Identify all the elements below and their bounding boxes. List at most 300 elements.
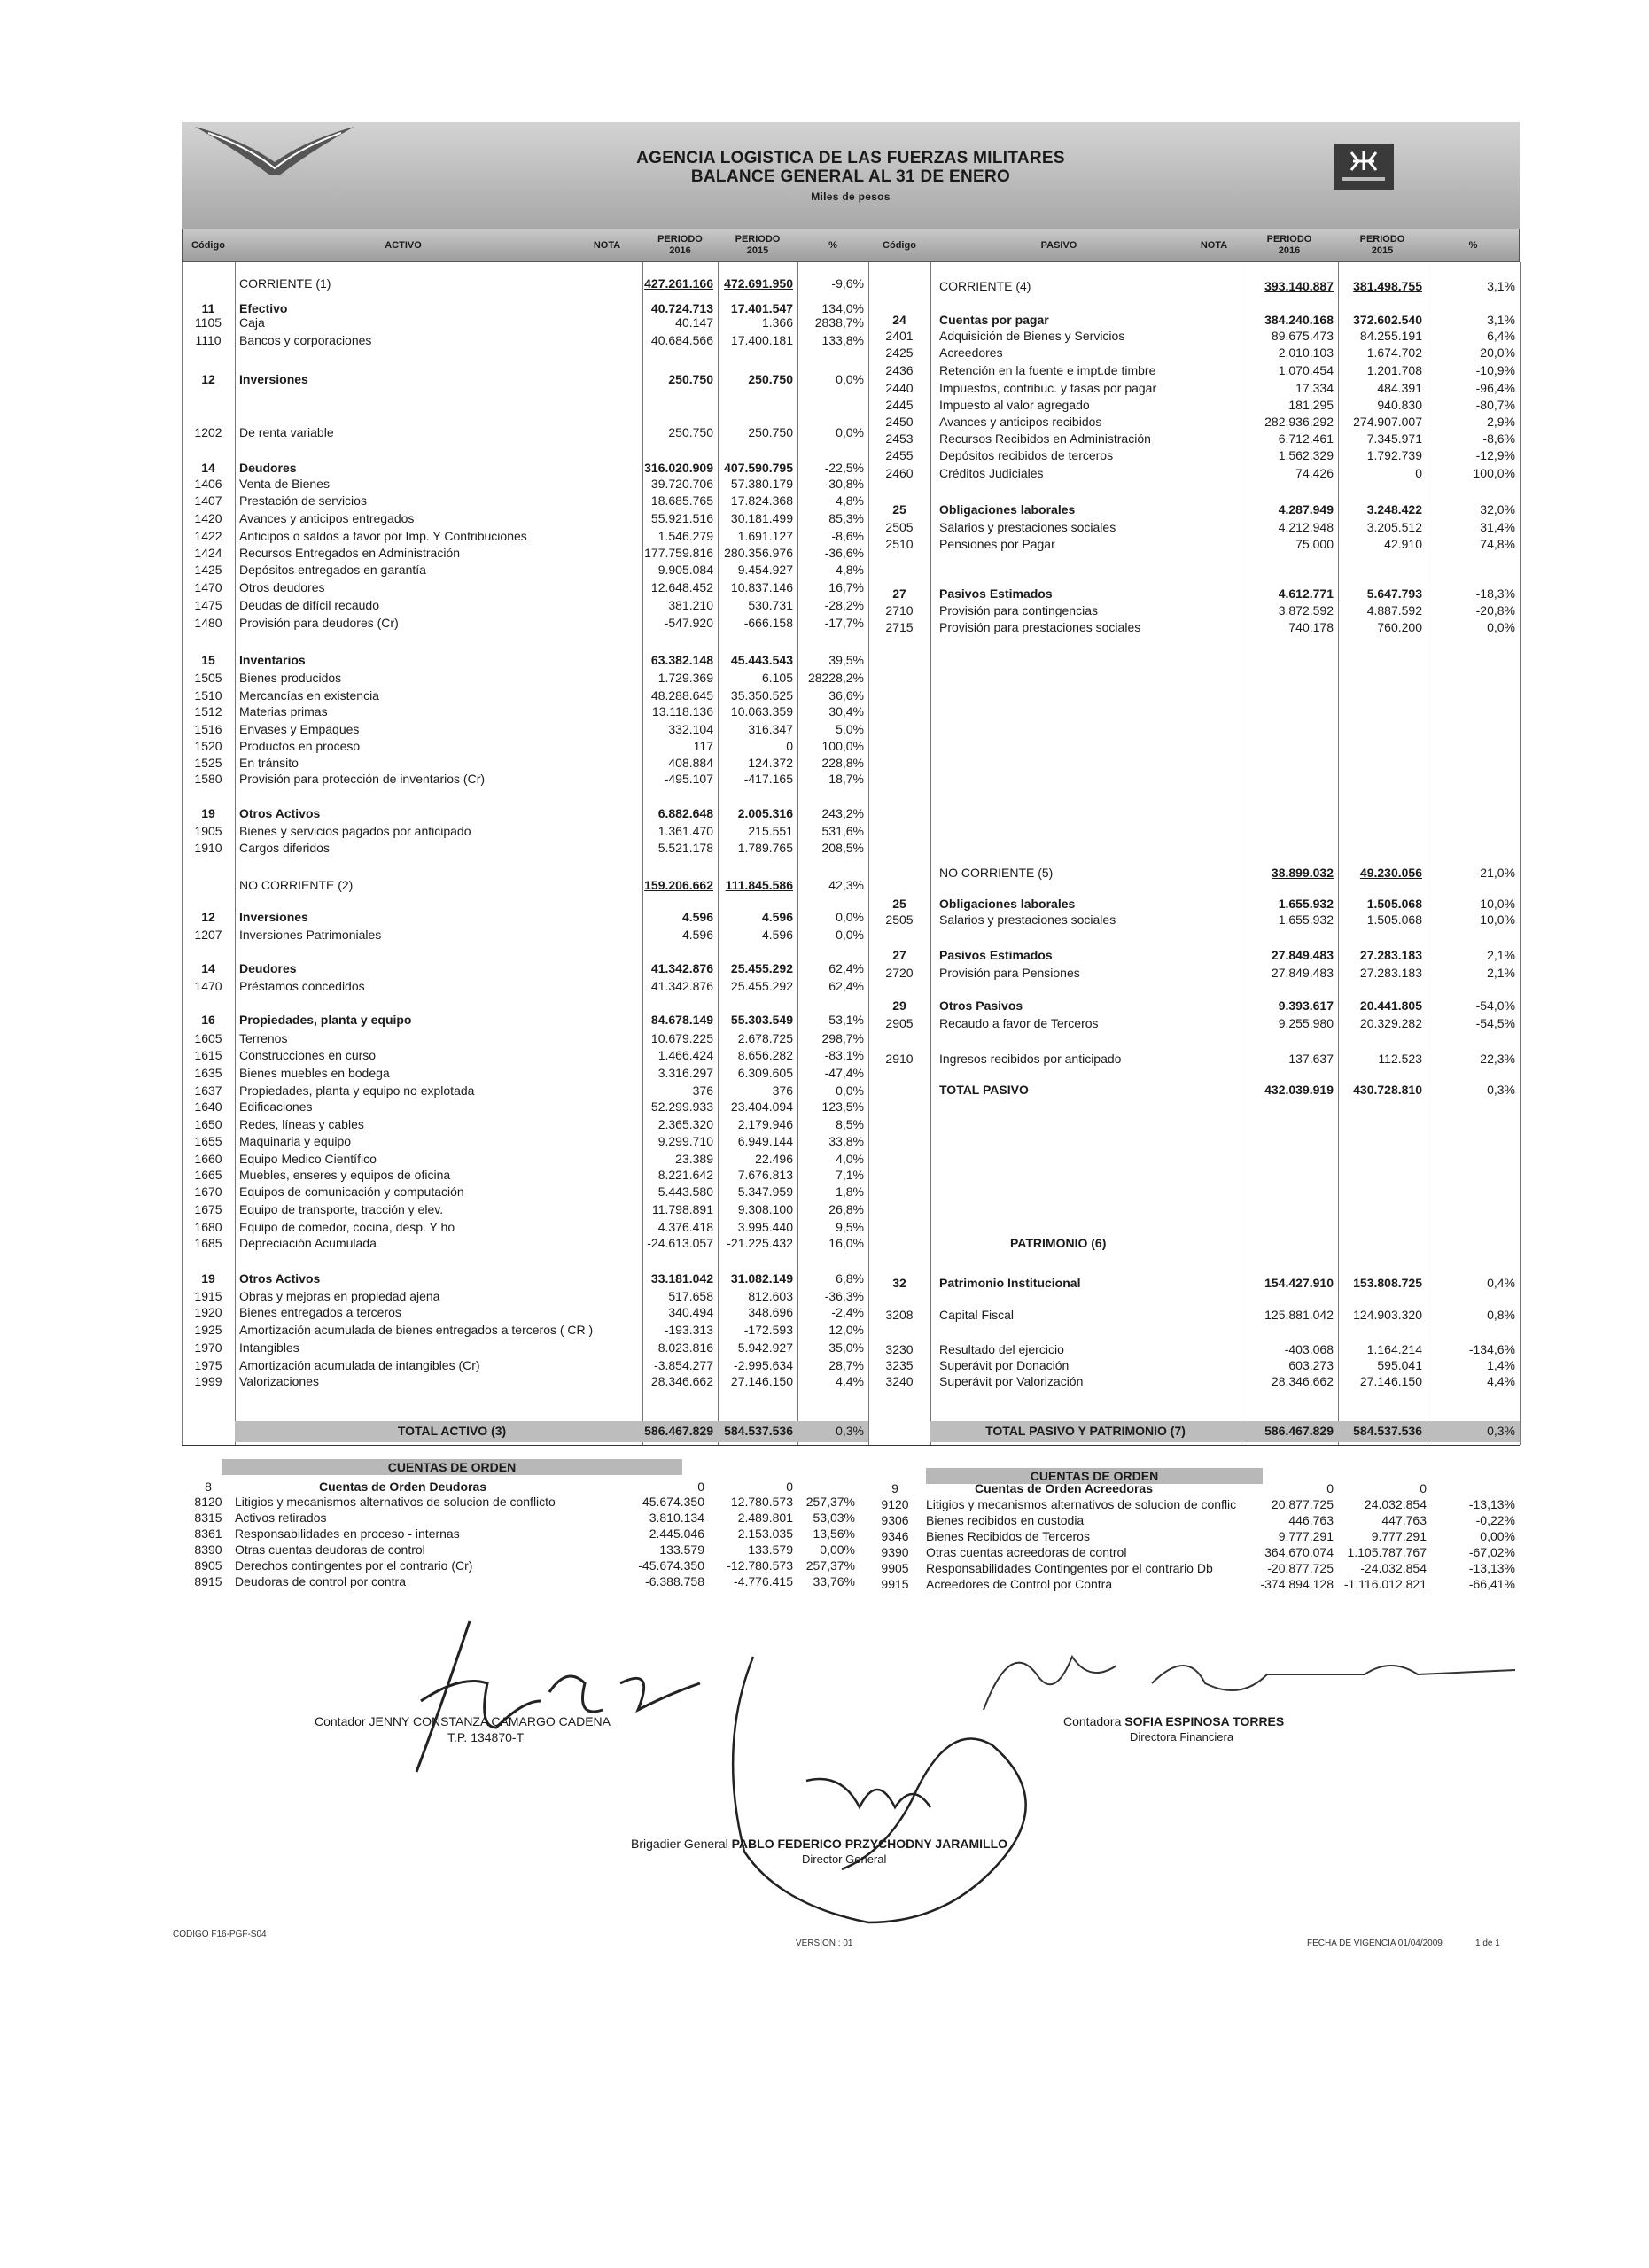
value-2016: 1.361.470 (657, 824, 713, 838)
percent-change: 0,3% (1487, 1083, 1515, 1097)
value-2015: 30.181.499 (730, 511, 793, 525)
percent-change: 7,1% (836, 1168, 864, 1182)
value-2016: -45.674.350 (638, 1558, 704, 1573)
percent-change: 0,8% (1487, 1308, 1515, 1322)
value-2015: 2.678.725 (737, 1031, 793, 1045)
value-2015: 1.674.702 (1366, 346, 1422, 360)
account-label: Provisión para prestaciones sociales (939, 620, 1141, 634)
cuentas-deudoras-heading: Cuentas de Orden Deudoras (319, 1480, 487, 1494)
frame-line (930, 262, 931, 1445)
value-2015: 20.441.805 (1359, 998, 1422, 1013)
account-label: Adquisición de Bienes y Servicios (939, 329, 1125, 343)
directora-role: Directora Financiera (1130, 1730, 1234, 1744)
value-2016: 4.287.949 (1278, 502, 1334, 517)
account-code: 12 (201, 910, 215, 924)
value-2016: -6.388.758 (645, 1574, 704, 1588)
account-label: Capital Fiscal (939, 1308, 1015, 1322)
percent-change: -67,02% (1468, 1545, 1515, 1559)
value-2016: 11.798.891 (651, 1202, 713, 1216)
value-2016: 28.346.662 (1271, 1374, 1334, 1388)
account-code: 2440 (885, 381, 914, 395)
value-2015: 760.200 (1377, 620, 1422, 634)
account-code: 29 (892, 998, 906, 1013)
account-label: Materias primas (239, 704, 328, 718)
value-2016: 5.521.178 (657, 841, 713, 855)
percent-change: 16,7% (828, 580, 864, 594)
account-label: Amortización acumulada de intangibles (Cr) (239, 1358, 480, 1372)
account-label: NO CORRIENTE (5) (939, 866, 1054, 880)
value-2016: -403.068 (1284, 1342, 1334, 1356)
account-label: Intangibles (239, 1340, 299, 1355)
account-code: 1685 (194, 1236, 222, 1250)
value-2015: 2.005.316 (737, 806, 793, 820)
account-label: Inventarios (239, 653, 306, 667)
value-2016: -495.107 (664, 772, 713, 786)
value-2016: 137.637 (1288, 1052, 1334, 1066)
value-2016: 408.884 (668, 756, 713, 770)
percent-change: 10,0% (1480, 913, 1515, 927)
value-2015: 4.887.592 (1366, 603, 1422, 617)
percent-change: 208,5% (821, 841, 864, 855)
value-2016: 13.118.136 (651, 704, 713, 718)
value-2016: 8.023.816 (657, 1340, 713, 1355)
account-code: 3240 (885, 1374, 914, 1388)
percent-change: 33,76% (813, 1574, 855, 1588)
value-2015: 1.201.708 (1366, 363, 1422, 377)
account-label: Resultado del ejercicio (939, 1342, 1064, 1356)
total-activo-pct: 0,3% (836, 1424, 864, 1438)
percent-change: 16,0% (828, 1236, 864, 1250)
value-2016: 4.212.948 (1278, 520, 1334, 534)
value-2015: 7.676.813 (737, 1168, 793, 1182)
value-2015: 5.347.959 (737, 1184, 793, 1199)
account-code: 2445 (885, 398, 914, 412)
value-2015: 153.808.725 (1353, 1276, 1422, 1290)
value-2015: 8.656.282 (737, 1048, 793, 1062)
value-2016: 159.206.662 (644, 878, 713, 892)
percent-change: 3,1% (1487, 313, 1515, 327)
account-code: 2460 (885, 466, 914, 480)
value-2016: 117 (693, 739, 713, 753)
value-2016: 3.810.134 (649, 1511, 704, 1525)
account-code: 1975 (194, 1358, 222, 1372)
value-2016: 1.655.932 (1278, 913, 1334, 927)
percent-change: 0,00% (1480, 1529, 1515, 1543)
percent-change: 30,4% (828, 704, 864, 718)
account-code: 1680 (194, 1220, 222, 1234)
value-2015: 84.255.191 (1359, 329, 1422, 343)
account-code: 2450 (885, 415, 914, 429)
account-code: 8390 (194, 1542, 222, 1557)
value-2016: 40.724.713 (650, 301, 713, 315)
value-2016: 6.882.648 (657, 806, 713, 820)
account-label: Pasivos Estimados (939, 948, 1053, 962)
account-label: Obligaciones laborales (939, 897, 1076, 911)
account-code: 2720 (885, 966, 914, 980)
value-2015: 55.303.549 (730, 1013, 793, 1027)
value-2015: 250.750 (748, 425, 793, 439)
value-2015: 25.455.292 (730, 979, 793, 993)
account-label: Valorizaciones (239, 1374, 320, 1388)
col-codigo-pasivo: Código (883, 239, 916, 251)
account-label: Muebles, enseres y equipos de oficina (239, 1168, 451, 1182)
frame-line (235, 262, 236, 1445)
account-code: 15 (201, 653, 215, 667)
account-code: 2510 (885, 537, 914, 551)
account-label: Salarios y prestaciones sociales (939, 520, 1116, 534)
value-2015: 1.789.765 (737, 841, 793, 855)
cuentas-orden-title-left: CUENTAS DE ORDEN (222, 1459, 682, 1475)
value-2016: 74.426 (1295, 466, 1334, 480)
value-2016: 39.720.706 (650, 477, 713, 491)
account-label: Créditos Judiciales (939, 466, 1044, 480)
percent-change: 4,8% (836, 563, 864, 577)
value-2015: 3.205.512 (1366, 520, 1422, 534)
account-label: Responsabilidades Contingentes por el contrario Db (926, 1561, 1213, 1575)
value-2015: 4.596 (761, 928, 793, 942)
col-pct-pasivo: % (1468, 239, 1478, 251)
percent-change: 4,0% (836, 1152, 864, 1166)
value-2016: 52.299.933 (650, 1099, 713, 1114)
account-code: 1516 (194, 722, 222, 736)
account-label: Pensiones por Pagar (939, 537, 1055, 551)
value-2016: 45.674.350 (642, 1495, 704, 1509)
value-2015: -417.165 (743, 772, 793, 786)
value-2016: 181.295 (1288, 398, 1334, 412)
value-2016: 4.376.418 (657, 1220, 713, 1234)
account-code: 1510 (194, 688, 222, 703)
account-label: Bienes muebles en bodega (239, 1066, 390, 1080)
percent-change: 0,00% (820, 1542, 855, 1557)
percent-change: 0,4% (1487, 1276, 1515, 1290)
value-2015: 24.032.854 (1364, 1497, 1427, 1511)
value-2016: 9.905.084 (657, 563, 713, 577)
percent-change: -36,6% (824, 546, 864, 560)
value-2016: 40.147 (675, 315, 713, 330)
value-2015: 6.949.144 (737, 1134, 793, 1148)
value-2015: 10.063.359 (730, 704, 793, 718)
percent-change: 100,0% (1473, 466, 1515, 480)
value-2016: 9.255.980 (1278, 1016, 1334, 1030)
account-label: Deudas de difícil recaudo (239, 598, 379, 612)
account-label: Propiedades, planta y equipo no explotada (239, 1084, 475, 1098)
value-2016: 740.178 (1288, 620, 1334, 634)
value-2015: 3.995.440 (737, 1220, 793, 1234)
account-code: 1105 (194, 315, 222, 330)
account-code: 9 (891, 1481, 898, 1495)
account-label: Impuestos, contribuc. y tasas por pagar (939, 381, 1157, 395)
percent-change: 32,0% (1480, 502, 1515, 517)
value-2015: 5.942.927 (737, 1340, 793, 1355)
percent-change: 133,8% (821, 333, 864, 347)
value-2016: 41.342.876 (650, 961, 713, 975)
value-2016: 250.750 (668, 425, 713, 439)
value-2016: 75.000 (1295, 537, 1334, 551)
value-2015: -24.032.854 (1360, 1561, 1427, 1575)
value-2015: 0 (786, 1480, 793, 1494)
account-label: Retención en la fuente e impt.de timbre (939, 363, 1156, 377)
value-2016: 1.070.454 (1278, 363, 1334, 377)
percent-change: -134,6% (1468, 1342, 1515, 1356)
value-2015: 1.691.127 (737, 529, 793, 543)
account-code: 2905 (885, 1016, 914, 1030)
total-activo-2015: 584.537.536 (724, 1424, 793, 1438)
account-code: 2710 (885, 603, 914, 617)
account-label: Bienes entregados a terceros (239, 1305, 401, 1319)
account-label: CORRIENTE (4) (939, 279, 1031, 293)
percent-change: 228,8% (821, 756, 864, 770)
percent-change: 62,4% (828, 979, 864, 993)
value-2015: 595.041 (1377, 1358, 1422, 1372)
value-2016: 381.210 (668, 598, 713, 612)
value-2015: 381.498.755 (1353, 279, 1422, 293)
patrimonio-heading: PATRIMONIO (6) (1010, 1236, 1107, 1250)
footer-code: CODIGO F16-PGF-S04 (173, 1930, 267, 1939)
agency-name: AGENCIA LOGISTICA DE LAS FUERZAS MILITARES (636, 149, 1065, 167)
account-label: NO CORRIENTE (2) (239, 878, 354, 892)
value-2015: 530.731 (748, 598, 793, 612)
account-label: Depósitos entregados en garantía (239, 563, 426, 577)
account-code: 27 (892, 586, 906, 601)
percent-change: 4,4% (836, 1374, 864, 1388)
percent-change: 28228,2% (807, 671, 864, 685)
value-2015: -2.995.634 (734, 1358, 793, 1372)
account-label: Cuentas por pagar (939, 313, 1049, 327)
value-2016: 4.596 (681, 910, 713, 924)
account-code: 1670 (194, 1184, 222, 1199)
account-code: 27 (892, 948, 906, 962)
account-label: Otros Activos (239, 1271, 321, 1285)
account-label: Provisión para protección de inventarios (Cr) (239, 772, 486, 786)
col-activo: ACTIVO (385, 239, 422, 251)
percent-change: 28,7% (828, 1358, 864, 1372)
account-label: Obligaciones laborales (939, 502, 1076, 517)
value-2015: -4.776.415 (734, 1574, 793, 1588)
value-2015: 250.750 (748, 372, 793, 386)
percent-change: 6,8% (836, 1271, 864, 1285)
account-code: 1505 (194, 671, 222, 685)
value-2016: 9.299.710 (657, 1134, 713, 1148)
account-code: 1470 (194, 580, 222, 594)
percent-change: 100,0% (821, 739, 864, 753)
col-periodo-2015: PERIODO 2015 (735, 234, 781, 256)
percent-change: 0,0% (836, 1084, 864, 1098)
account-code: 9306 (881, 1513, 909, 1527)
value-2015: 35.350.525 (730, 688, 793, 703)
account-label: Responsabilidades en proceso - internas (235, 1526, 460, 1541)
value-2015: 274.907.007 (1353, 415, 1422, 429)
value-2016: 3.872.592 (1278, 603, 1334, 617)
percent-change: 53,03% (813, 1511, 855, 1525)
percent-change: 35,0% (828, 1340, 864, 1355)
value-2015: 10.837.146 (730, 580, 793, 594)
director-general-signature (576, 1639, 1072, 1958)
col-pasivo-2015: PERIODO 2015 (1359, 234, 1405, 256)
seal-logo (1334, 144, 1394, 190)
value-2016: 1.729.369 (657, 671, 713, 685)
account-code: 1635 (194, 1066, 222, 1080)
value-2015: 407.590.795 (724, 461, 793, 475)
account-code: 1905 (194, 824, 222, 838)
percent-change: 4,8% (836, 493, 864, 508)
account-code: 2505 (885, 520, 914, 534)
account-label: Efectivo (239, 301, 288, 315)
account-label: Equipo Medico Científico (239, 1152, 377, 1166)
account-code: 1925 (194, 1323, 222, 1337)
account-label: De renta variable (239, 425, 334, 439)
value-2016: -24.613.057 (647, 1236, 713, 1250)
value-2016: 1.655.932 (1278, 897, 1334, 911)
account-code: 2436 (885, 363, 914, 377)
account-code: 9346 (881, 1529, 909, 1543)
account-code: 1637 (194, 1084, 222, 1098)
account-label: Equipo de comedor, cocina, desp. Y ho (239, 1220, 455, 1234)
value-2015: 1.164.214 (1366, 1342, 1422, 1356)
percent-change: 85,3% (828, 511, 864, 525)
account-code: 1915 (194, 1289, 222, 1303)
percent-change: -0,22% (1475, 1513, 1515, 1527)
account-label: En tránsito (239, 756, 299, 770)
percent-change: -54,5% (1475, 1016, 1515, 1030)
value-2015: 1.505.068 (1366, 897, 1422, 911)
percent-change: 12,0% (828, 1323, 864, 1337)
value-2016: 9.777.291 (1278, 1529, 1334, 1543)
value-2016: 5.443.580 (657, 1184, 713, 1199)
account-label: Avances y anticipos entregados (239, 511, 415, 525)
account-label: Bancos y corporaciones (239, 333, 372, 347)
account-label: Venta de Bienes (239, 477, 330, 491)
value-2016: 6.712.461 (1278, 431, 1334, 446)
frame-bottom (182, 1445, 1520, 1446)
value-2015: 112.523 (1378, 1052, 1422, 1066)
account-label: Depósitos recibidos de terceros (939, 448, 1114, 462)
percent-change: -8,6% (1482, 431, 1515, 446)
account-code: 9915 (881, 1577, 909, 1591)
account-code: 1920 (194, 1305, 222, 1319)
percent-change: 26,8% (828, 1202, 864, 1216)
value-2016: 376 (692, 1084, 713, 1098)
value-2015: 17.400.181 (730, 333, 793, 347)
account-label: Litigios y mecanismos alternativos de solucion de conflic (926, 1497, 1237, 1511)
percent-change: -17,7% (824, 616, 864, 630)
value-2015: 57.380.179 (730, 477, 793, 491)
value-2016: 364.670.074 (1264, 1545, 1334, 1559)
percent-change: 33,8% (828, 1134, 864, 1148)
total-activo-label: TOTAL ACTIVO (3) (397, 1424, 507, 1438)
account-label: Redes, líneas y cables (239, 1117, 364, 1131)
account-code: 12 (201, 372, 215, 386)
account-label: Envases y Empaques (239, 722, 360, 736)
account-code: 9120 (881, 1497, 909, 1511)
percent-change: 13,56% (813, 1526, 855, 1541)
value-2016: 1.562.329 (1278, 448, 1334, 462)
total-pp-pct: 0,3% (1487, 1424, 1515, 1438)
value-2015: -666.158 (743, 616, 793, 630)
value-2015: 6.105 (761, 671, 793, 685)
value-2015: 1.366 (761, 315, 793, 330)
value-2016: 3.316.297 (657, 1066, 713, 1080)
total-pp-2015: 584.537.536 (1353, 1424, 1422, 1438)
account-code: 1470 (194, 979, 222, 993)
value-2015: 22.496 (755, 1152, 793, 1166)
account-code: 16 (201, 1013, 215, 1027)
value-2016: 282.936.292 (1264, 415, 1334, 429)
account-label: Acreedores de Control por Contra (926, 1577, 1113, 1591)
account-code: 1910 (194, 841, 222, 855)
account-label: Litigios y mecanismos alternativos de solucion de conflicto (235, 1495, 556, 1509)
account-code: 8905 (194, 1558, 222, 1573)
value-2015: -1.116.012.821 (1343, 1577, 1427, 1591)
account-label: Obras y mejoras en propiedad ajena (239, 1289, 440, 1303)
account-label: Edificaciones (239, 1099, 313, 1114)
value-2015: 2.153.035 (737, 1526, 793, 1541)
value-2015: 447.763 (1381, 1513, 1427, 1527)
value-2016: 125.881.042 (1264, 1308, 1334, 1322)
value-2016: 84.678.149 (650, 1013, 713, 1027)
account-code: 24 (892, 313, 906, 327)
value-2016: 27.849.483 (1271, 948, 1334, 962)
account-label: Productos en proceso (239, 739, 361, 753)
account-code: 11 (201, 301, 215, 315)
value-2016: 27.849.483 (1271, 966, 1334, 980)
account-label: Maquinaria y equipo (239, 1134, 352, 1148)
percent-change: -54,0% (1475, 998, 1515, 1013)
value-2016: 33.181.042 (650, 1271, 713, 1285)
account-code: 8361 (194, 1526, 222, 1541)
value-2015: -172.593 (743, 1323, 793, 1337)
percent-change: -13,13% (1468, 1497, 1515, 1511)
account-label: Provisión para Pensiones (939, 966, 1080, 980)
account-label: Equipo de transporte, tracción y elev. (239, 1202, 444, 1216)
account-code: 1640 (194, 1099, 222, 1114)
account-code: 1605 (194, 1031, 222, 1045)
account-label: Bienes producidos (239, 671, 342, 685)
total-pasivo-patrimonio-label: TOTAL PASIVO Y PATRIMONIO (7) (985, 1424, 1186, 1438)
account-label: Deudores (239, 961, 297, 975)
account-code: 1406 (194, 477, 222, 491)
col-periodo-2016: PERIODO 2016 (657, 234, 703, 256)
percent-change: -66,41% (1468, 1577, 1515, 1591)
account-label: Inversiones (239, 372, 308, 386)
cuentas-acreedoras-heading: Cuentas de Orden Acreedoras (975, 1481, 1153, 1495)
percent-change: 2,9% (1487, 415, 1515, 429)
cuentas-orden-title-right: CUENTAS DE ORDEN (926, 1468, 1263, 1484)
value-2016: 2.365.320 (657, 1117, 713, 1131)
value-2016: -547.920 (664, 616, 713, 630)
account-code: 1650 (194, 1117, 222, 1131)
account-code: 1615 (194, 1048, 222, 1062)
percent-change: -96,4% (1475, 381, 1515, 395)
account-label: Otras cuentas deudoras de control (235, 1542, 425, 1557)
value-2016: 384.240.168 (1264, 313, 1334, 327)
value-2016: 41.342.876 (650, 979, 713, 993)
value-2016: 9.393.617 (1278, 998, 1334, 1013)
value-2016: 0 (697, 1480, 704, 1494)
col-pct: % (828, 239, 837, 251)
value-2015: 31.082.149 (730, 1271, 793, 1285)
value-2015: 20.329.282 (1359, 1016, 1422, 1030)
account-code: 1512 (194, 704, 222, 718)
percent-change: 531,6% (821, 824, 864, 838)
value-2015: 1.105.787.767 (1347, 1545, 1427, 1559)
value-2016: 0 (1326, 1481, 1334, 1495)
account-code: 25 (892, 502, 906, 517)
account-label: Avances y anticipos recibidos (939, 415, 1102, 429)
account-code: 1202 (194, 425, 222, 439)
account-label: Mercancías en existencia (239, 688, 379, 703)
value-2016: 8.221.642 (657, 1168, 713, 1182)
value-2015: 0 (1415, 466, 1422, 480)
